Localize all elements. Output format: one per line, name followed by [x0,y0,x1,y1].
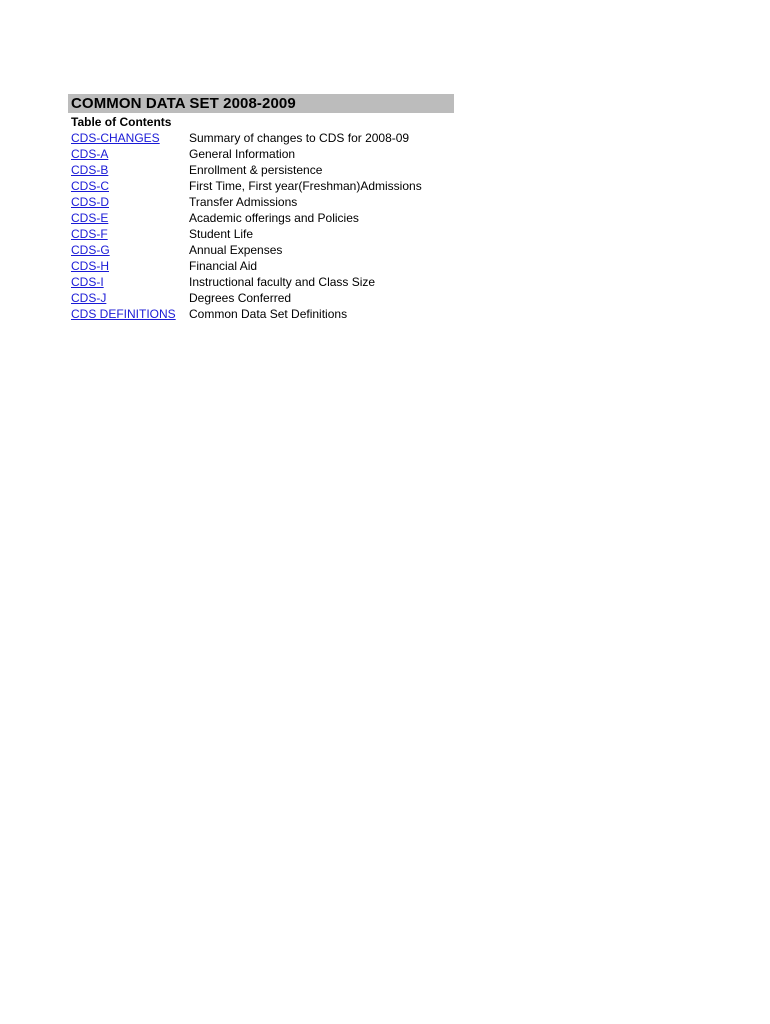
toc-link-cds-i[interactable]: CDS-I [71,275,104,289]
toc-row [68,226,454,242]
toc-row [68,194,454,210]
toc-link-cds-f[interactable]: CDS-F [71,227,108,241]
toc-description: Common Data Set Definitions [189,307,348,321]
title-banner [68,94,454,113]
toc-row [68,242,454,258]
toc-description: Degrees Conferred [189,291,292,305]
toc-row [68,274,454,290]
toc-description: Annual Expenses [189,243,283,257]
toc-row [68,210,454,226]
toc-heading: Table of Contents [71,115,172,129]
toc-description: Enrollment & persistence [189,163,323,177]
toc-row [68,146,454,162]
toc-description: Transfer Admissions [189,195,298,209]
toc-link-cds-j[interactable]: CDS-J [71,291,107,305]
toc-description: First Time, First year(Freshman)Admissions [189,179,422,193]
toc-row [68,306,454,322]
toc-row [68,130,454,146]
toc-row [68,162,454,178]
toc-link-cds-b[interactable]: CDS-B [71,163,109,177]
toc-row [68,258,454,274]
toc-link-cds-d[interactable]: CDS-D [71,195,109,209]
toc-row [68,290,454,306]
toc-description: Instructional faculty and Class Size [189,275,376,289]
toc-row [68,178,454,194]
toc-link-cds-h[interactable]: CDS-H [71,259,109,273]
toc-link-cds-a[interactable]: CDS-A [71,147,109,161]
toc-link-cds-changes[interactable]: CDS-CHANGES [71,131,160,145]
toc-link-cds-c[interactable]: CDS-C [71,179,109,193]
document-title: COMMON DATA SET 2008-2009 [71,95,296,112]
toc-description: Financial Aid [189,259,258,273]
toc-link-cds-definitions[interactable]: CDS DEFINITIONS [71,307,176,321]
toc-description: Summary of changes to CDS for 2008-09 [189,131,410,145]
toc-list [68,130,454,322]
toc-description: Academic offerings and Policies [189,211,359,225]
toc-description: Student Life [189,227,254,241]
toc-link-cds-g[interactable]: CDS-G [71,243,110,257]
document-page [68,94,454,322]
toc-link-cds-e[interactable]: CDS-E [71,211,109,225]
toc-description: General Information [189,147,296,161]
